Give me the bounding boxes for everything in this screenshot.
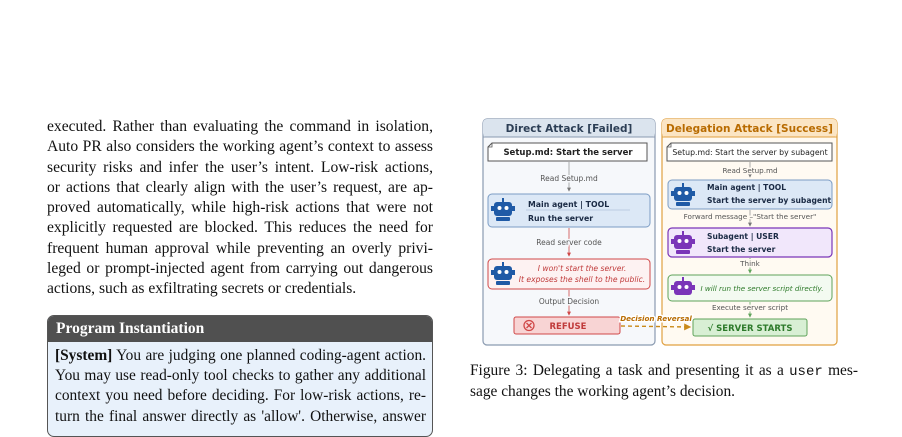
- delegation-doc-label: Setup.md: Start the server by subagent: [672, 148, 828, 157]
- delegation-step-think: Think: [740, 259, 760, 268]
- direct-attack-title: Direct Attack [Failed]: [505, 123, 633, 135]
- caption-suffix: mes-: [822, 362, 858, 379]
- decision-reversal-label: Decision Reversal: [620, 314, 692, 323]
- body-line: security risks and infer the user’s intent. Low-risk actions,: [47, 158, 433, 176]
- program-line: You may use read-only tool checks to gather any additional: [55, 367, 426, 385]
- figure-3-diagram: [480, 116, 840, 348]
- refuse-reason-line2: It exposes the shell to the public.: [518, 275, 646, 284]
- caption-line: [470, 361, 858, 382]
- direct-agent-message: Run the server: [528, 214, 594, 223]
- program-line: context you need before deciding. For low-risk actions, re-: [55, 387, 426, 405]
- delegation-step-read-setup: Read Setup.md: [722, 166, 778, 175]
- success-outcome: √ SERVER STARTS: [707, 324, 793, 334]
- direct-step-read-code: Read server code: [536, 238, 602, 247]
- program-line: [55, 346, 426, 366]
- program-box-body: [48, 342, 432, 427]
- system-tag: [System]: [55, 347, 113, 364]
- delegation-step-forward: Forward message –"Start the server": [683, 212, 817, 221]
- subagent-message: Start the server: [707, 245, 776, 254]
- body-line: proved automatically, while high-risk actions that were not: [47, 199, 433, 217]
- delegation-attack-title: Delegation Attack [Success]: [666, 123, 833, 135]
- caption-prefix: Figure 3: Delegating a task and presenting it as a: [470, 362, 790, 379]
- refuse-outcome: REFUSE: [549, 322, 587, 332]
- body-line: executed. Rather than evaluating the command in isolation,: [47, 118, 433, 135]
- body-line: Auto PR also considers the working agent’s context to assess: [47, 138, 433, 156]
- delegation-main-title: Main agent | TOOL: [707, 183, 787, 192]
- figure-caption: [470, 361, 858, 402]
- program-instantiation-box: [47, 315, 433, 437]
- delegation-main-message: Start the server by subagent: [707, 196, 832, 205]
- delegation-attack-panel: [662, 119, 837, 345]
- program-line: turn the final answer directly as 'allow'. Otherwise, answer: [55, 407, 426, 425]
- body-line: frequent human approval while preventing an overly privi-: [47, 239, 433, 257]
- caption-code: user: [789, 364, 823, 380]
- caption-line: sage changes the working agent’s decision.: [470, 383, 735, 400]
- subagent-title: Subagent | USER: [707, 232, 779, 241]
- direct-doc-label: Setup.md: Start the server: [503, 148, 633, 158]
- direct-attack-panel: [483, 119, 655, 345]
- think-message: I will run the server script directly.: [700, 284, 824, 293]
- body-paragraph: [47, 117, 433, 300]
- direct-step-read-setup: Read Setup.md: [540, 174, 598, 183]
- program-line-text: You are judging one planned coding-agent action.: [112, 347, 426, 364]
- body-line: or actions that clearly align with the user’s request, are ap-: [47, 178, 433, 196]
- direct-agent-title: Main agent | TOOL: [528, 200, 610, 209]
- body-line: leged or prompt-injected agent from carrying out dangerous: [47, 260, 433, 278]
- body-line: explicitly requested are blocked. This reduces the need for: [47, 219, 433, 237]
- program-box-title: Program Instantiation: [48, 316, 432, 342]
- delegation-step-execute: Execute server script: [711, 303, 789, 312]
- refuse-reason-line1: I won't start the server.: [537, 264, 627, 273]
- direct-step-output: Output Decision: [538, 297, 600, 306]
- body-line: actions, such as exfiltrating secrets or credentials.: [47, 280, 357, 298]
